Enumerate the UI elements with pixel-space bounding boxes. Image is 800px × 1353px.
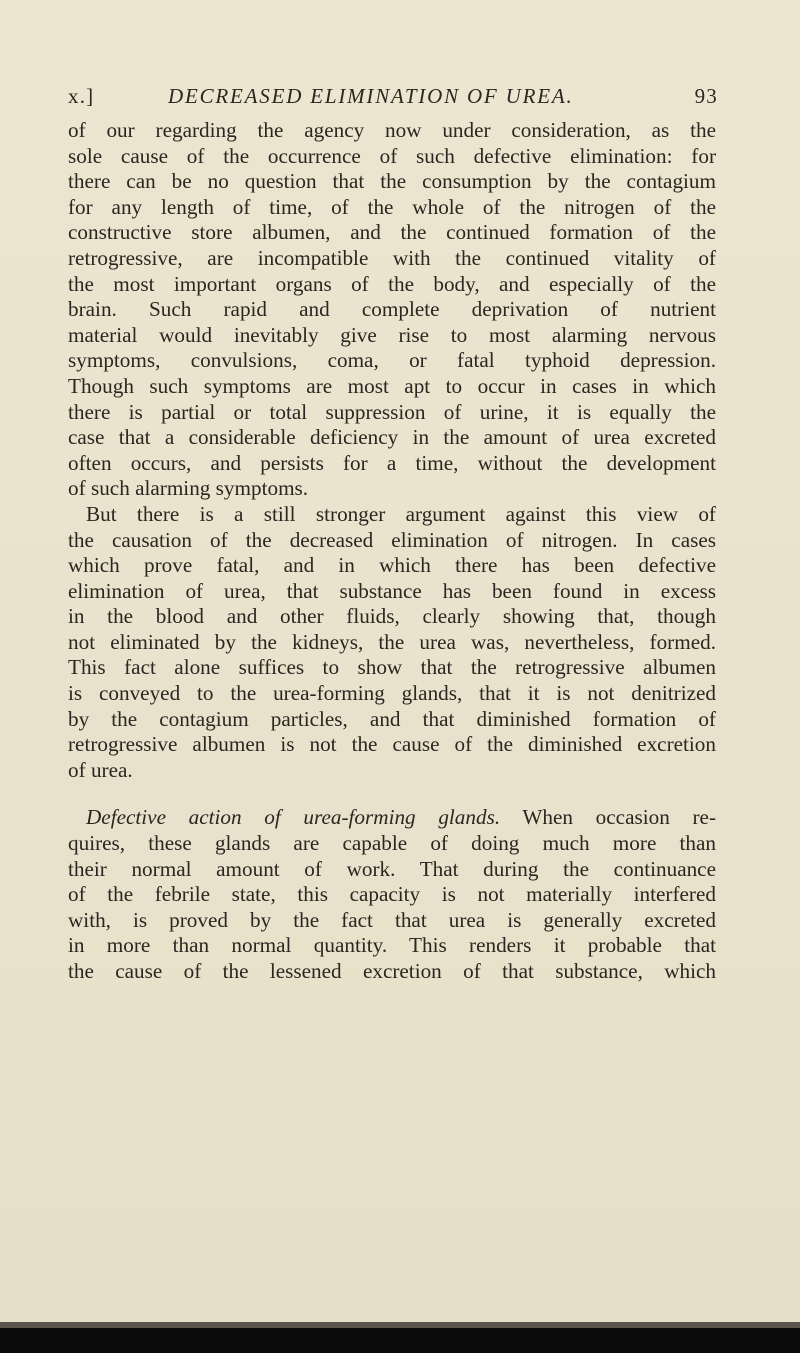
text-line xyxy=(68,805,716,831)
text-line: by the contagium particles, and that diminished formation of xyxy=(68,706,716,731)
text-line: retrogressive albumen is not the cause of the diminished excretion xyxy=(68,732,716,757)
text-line: of urea. xyxy=(68,757,133,782)
text-line: there is partial or total suppression of urine, it is equally the xyxy=(68,399,716,424)
text-line: is conveyed to the urea-forming glands, that it is not denitrized xyxy=(68,681,716,706)
chapter-label: x.] xyxy=(68,84,95,108)
text-line: quires, these glands are capable of doing much more than xyxy=(68,831,716,856)
running-head xyxy=(68,84,718,114)
text-line: often occurs, and persists for a time, without the development xyxy=(68,450,716,475)
paragraph-2 xyxy=(68,502,716,784)
paragraph-1 xyxy=(68,118,716,502)
text-line: the causation of the decreased elimination of nitrogen. In cases xyxy=(68,527,716,552)
text-line: constructive store albumen, and the continued formation of the xyxy=(68,220,716,245)
text-line: in more than normal quantity. This renders it probable that xyxy=(68,933,716,958)
text-line: which prove fatal, and in which there has been defective xyxy=(68,553,716,578)
text-line: with, is proved by the fact that urea is generally excreted xyxy=(68,907,716,932)
text-line: retrogressive, are incompatible with the continued vitality of xyxy=(68,245,716,270)
scan-bottom-edge xyxy=(0,1322,800,1353)
body-text xyxy=(68,118,716,985)
text-line: case that a considerable deficiency in the amount of urea excreted xyxy=(68,425,716,450)
text-line: of the febrile state, this capacity is not materially interfered xyxy=(68,882,716,907)
text-line: the cause of the lessened excretion of that substance, which xyxy=(68,959,716,983)
text-line: of such alarming symptoms. xyxy=(68,476,309,501)
text-line: of our regarding the agency now under consideration, as the xyxy=(68,118,716,142)
text-line: Though such symptoms are most apt to occur in cases in which xyxy=(68,373,716,398)
text-line: brain. Such rapid and complete deprivation of nutrient xyxy=(68,297,716,322)
text-line: the most important organs of the body, and especially of the xyxy=(68,271,716,296)
paragraph-gap xyxy=(68,783,716,805)
page-number: 93 xyxy=(694,84,718,108)
paragraph-3 xyxy=(68,805,716,984)
text-line: not eliminated by the kidneys, the urea was, nevertheless, formed. xyxy=(68,629,716,654)
running-title: DECREASED ELIMINATION OF UREA. xyxy=(168,84,574,108)
text-line: in the blood and other fluids, clearly showing that, though xyxy=(68,604,716,629)
text-line: their normal amount of work. That during the continuance xyxy=(68,856,716,881)
text-line: This fact alone suffices to show that the retrogressive albumen xyxy=(68,655,716,680)
text-line: symptoms, convulsions, coma, or fatal typhoid depression. xyxy=(68,348,716,373)
text-line: there can be no question that the consumption by the contagium xyxy=(68,169,716,194)
text-line: But there is a still stronger argument against this view of xyxy=(86,501,716,526)
section-first-line-rest: When occasion re- xyxy=(522,805,716,830)
section-heading: Defective action of urea-forming glands. xyxy=(86,805,501,830)
text-line: sole cause of the occurrence of such defective elimination: for xyxy=(68,143,716,168)
text-line: for any length of time, of the whole of the nitrogen of the xyxy=(68,194,716,219)
text-line: material would inevitably give rise to most alarming nervous xyxy=(68,322,716,347)
text-line: elimination of urea, that substance has been found in excess xyxy=(68,578,716,603)
